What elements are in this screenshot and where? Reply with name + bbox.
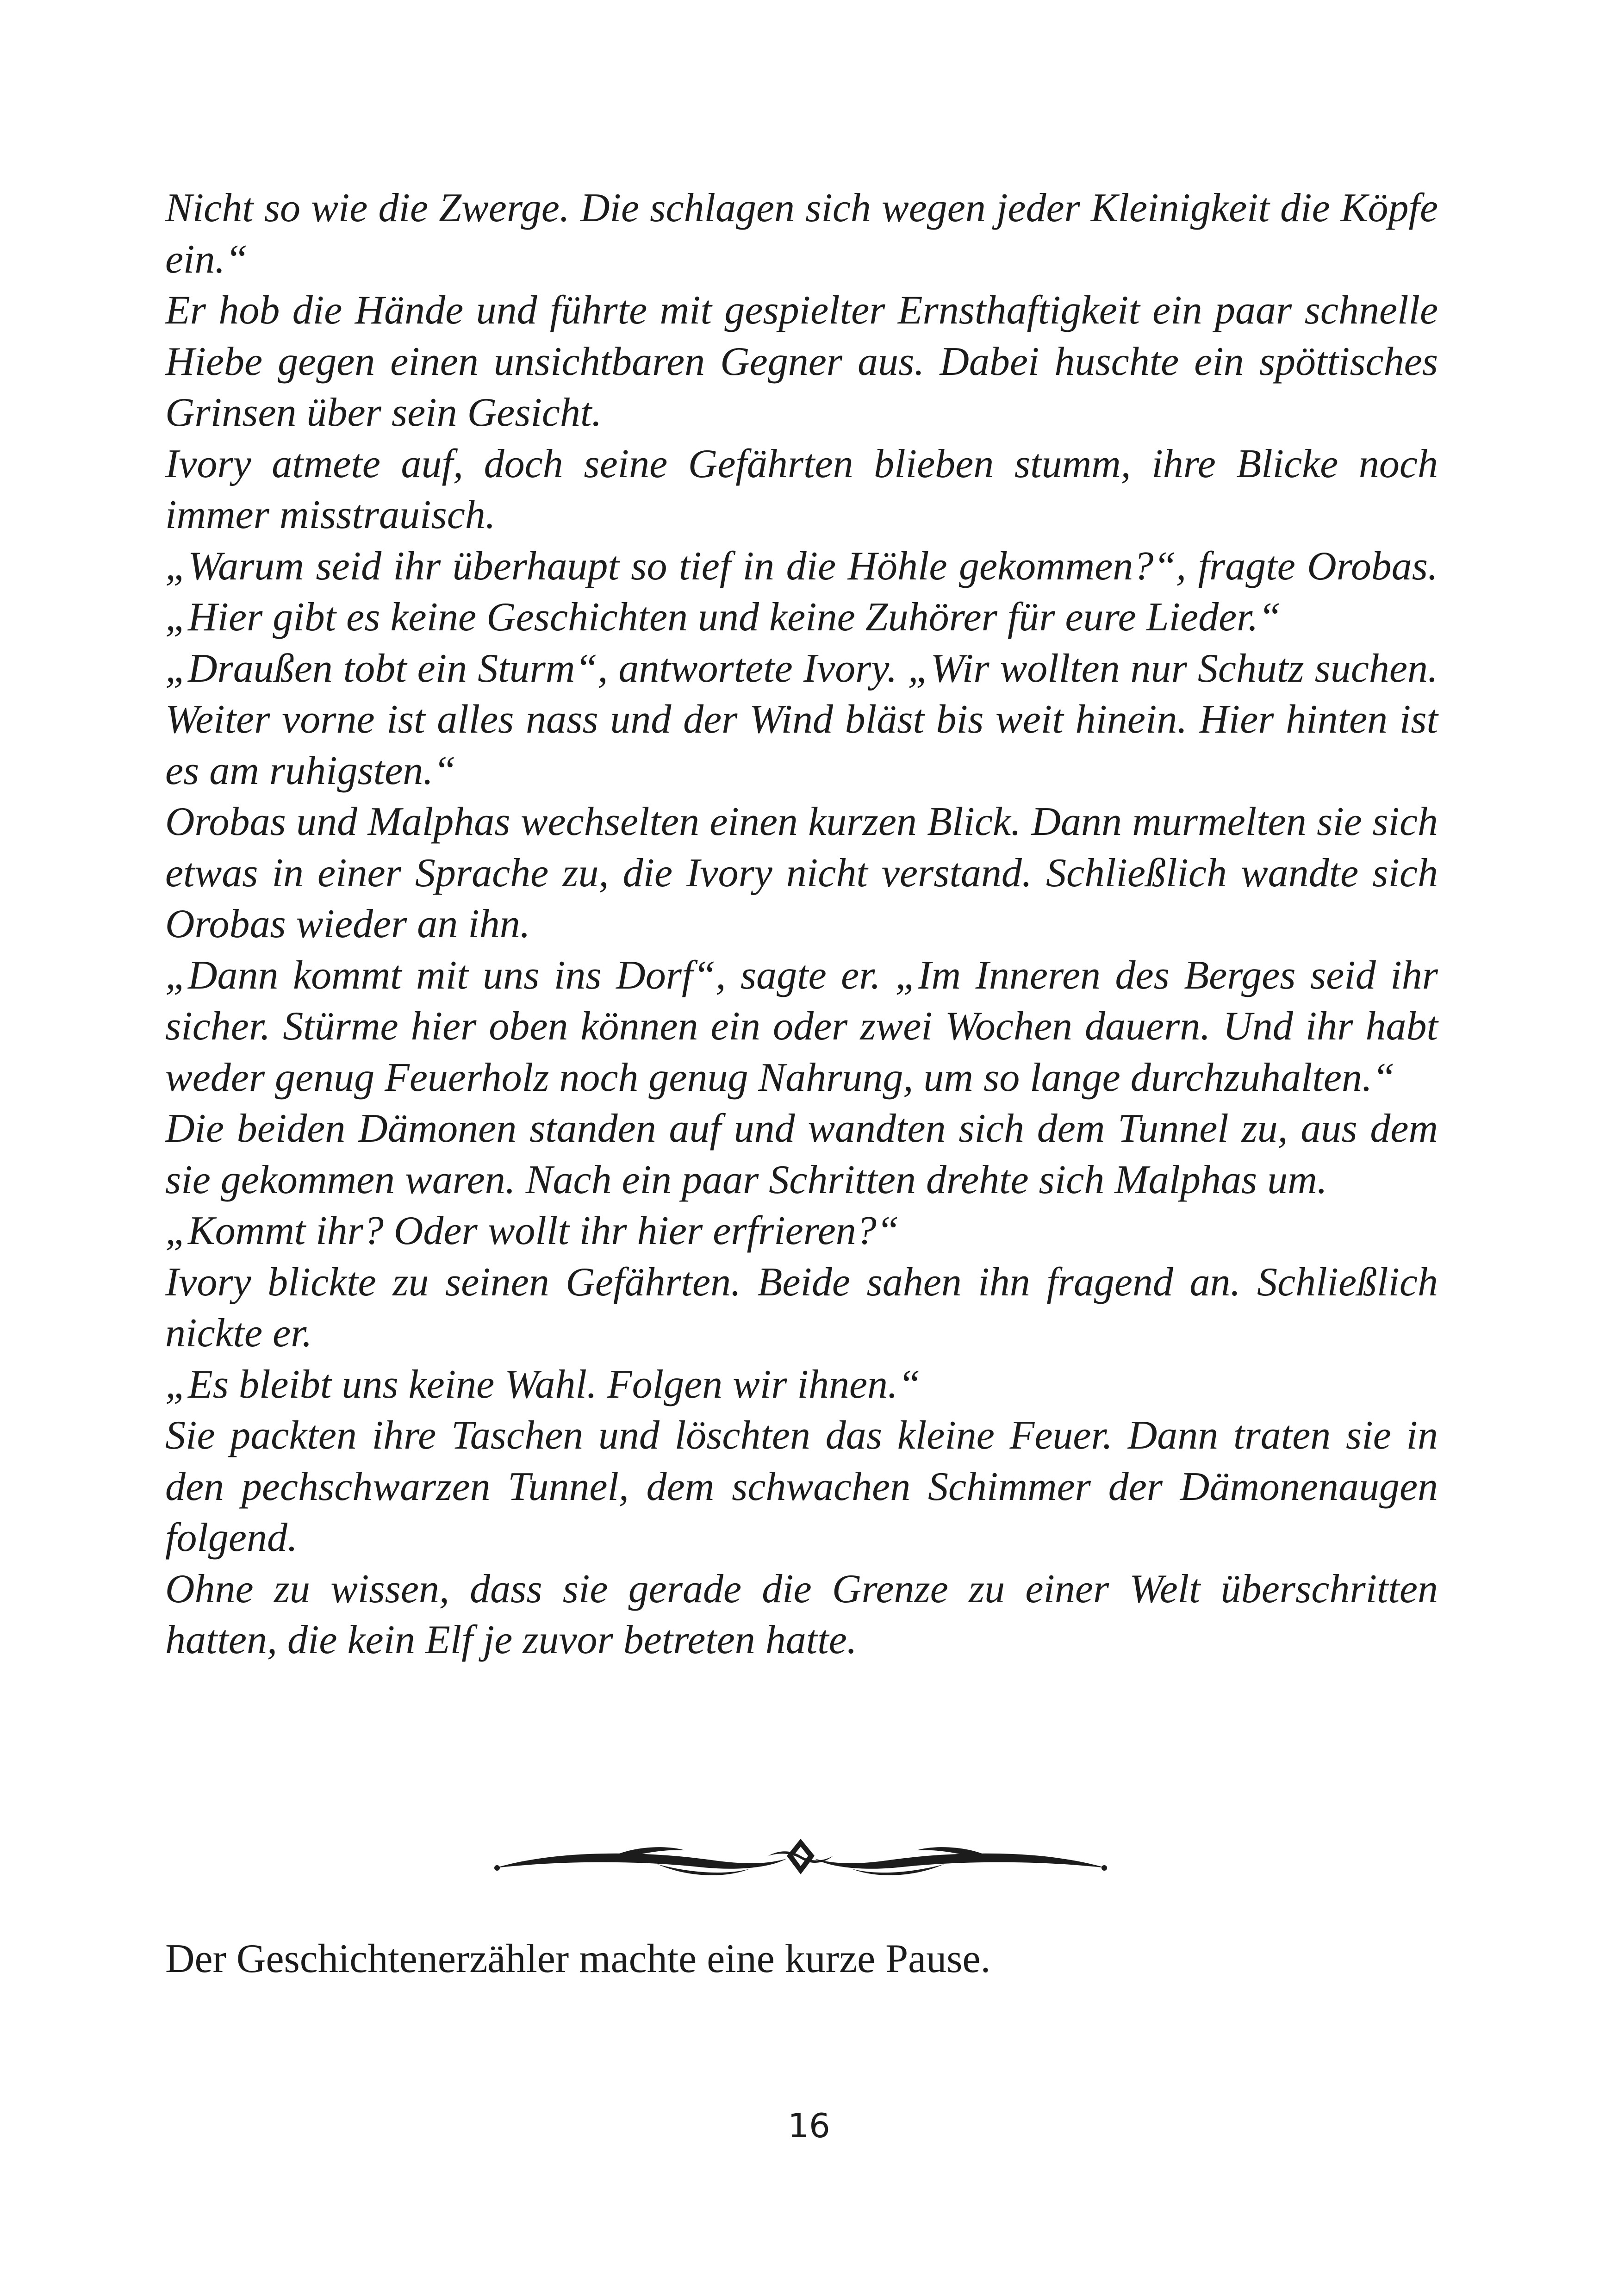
paragraph: „Dann kommt mit uns ins Dorf“, sagte er. „Im Inneren des Berges seid ihr sicher. Stürme hier oben können ein oder zwei Wochen dauern. Und ihr habt weder genug Feuerholz noch genug Nahrung, um so lange durchzuhalten.“ bbox=[165, 952, 1438, 1100]
flourish-divider-icon bbox=[491, 1832, 1111, 1883]
paragraph: Ohne zu wissen, dass sie gerade die Grenze zu einer Welt überschritten hatten, die kein Elf je zuvor betreten hatte. bbox=[165, 1566, 1438, 1662]
story-text bbox=[165, 183, 1438, 1666]
closing-line: Der Geschichtenerzähler machte eine kurze Pause. bbox=[165, 1936, 991, 1981]
paragraph: Orobas und Malphas wechselten einen kurzen Blick. Dann murmelten sie sich etwas in einer Sprache zu, die Ivory nicht verstand. Schließlich wandte sich Orobas wieder an ihn. bbox=[165, 799, 1438, 946]
paragraph: Die beiden Dämonen standen auf und wandten sich dem Tunnel zu, aus dem sie gekommen waren. Nach ein paar Schritten drehte sich Malphas um. bbox=[165, 1106, 1438, 1202]
paragraph: „Kommt ihr? Oder wollt ihr hier erfrieren?“ bbox=[165, 1208, 899, 1253]
paragraph: Ivory atmete auf, doch seine Gefährten blieben stumm, ihre Blicke noch immer misstrauisch. bbox=[165, 441, 1438, 537]
paragraph: Er hob die Hände und führte mit gespielter Ernsthaftigkeit ein paar schnelle Hiebe gegen einen unsichtbaren Gegner aus. Dabei huschte ein spöttisches Grinsen über sein Gesicht. bbox=[165, 288, 1438, 435]
paragraph: Nicht so wie die Zwerge. Die schlagen sich wegen jeder Kleinigkeit die Köpfe ein.“ bbox=[165, 186, 1438, 282]
page-number: 16 bbox=[788, 2106, 830, 2145]
paragraph: „Warum seid ihr überhaupt so tief in die Höhle gekommen?“, fragte Orobas. „Hier gibt es keine Geschichten und keine Zuhörer für eure Lieder.“ bbox=[165, 543, 1438, 640]
paragraph: „Draußen tobt ein Sturm“, antwortete Ivory. „Wir wollten nur Schutz suchen. Weiter vorne ist alles nass und der Wind bläst bis weit hinein. Hier hinten ist es am ruhigsten.“ bbox=[165, 646, 1438, 793]
paragraph: Sie packten ihre Taschen und löschten das kleine Feuer. Dann traten sie in den pechschwarzen Tunnel, dem schwachen Schimmer der Dämonenaugen folgend. bbox=[165, 1413, 1438, 1560]
paragraph: Ivory blickte zu seinen Gefährten. Beide sahen ihn fragend an. Schließlich nickte er. bbox=[165, 1259, 1438, 1356]
paragraph: „Es bleibt uns keine Wahl. Folgen wir ihnen.“ bbox=[165, 1362, 921, 1407]
